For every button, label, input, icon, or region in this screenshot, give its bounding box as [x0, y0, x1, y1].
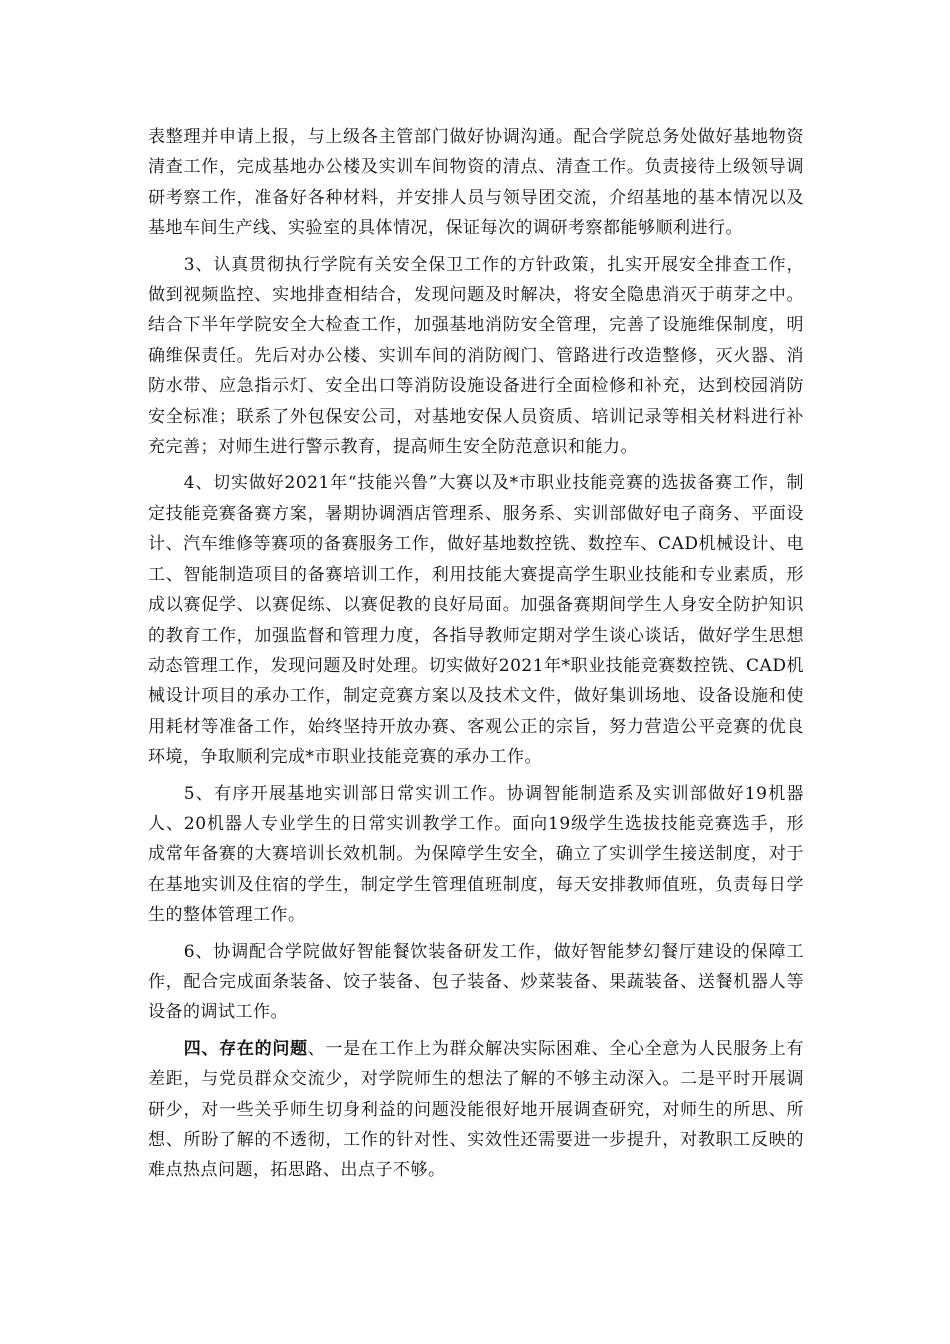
paragraph-text: 5、有序开展基地实训部日常实训工作。协调智能制造系及实训部做好19机器人、20机器人专业学生的日常实训教学工作。面向19级学生选拔技能竞赛选手，形成常年备赛的大赛培训长效机制。为保障学生安全，确立了实训学生接送制度，对于在基地实训及住宿的学生，制定学生管理值班制度，每天安排教师值班，负责每日学生的整体管理工作。: [148, 783, 804, 926]
paragraph-text: 6、协调配合学院做好智能餐饮装备研发工作，做好智能梦幻餐厅建设的保障工作，配合完成面条装备、饺子装备、包子装备、炒菜装备、果蔬装备、送餐机器人等设备的调试工作。: [148, 941, 804, 1023]
paragraph-item-5: [148, 779, 804, 931]
document-body: [148, 122, 804, 1192]
paragraph-continuation: [148, 122, 804, 244]
paragraph-item-4: [148, 468, 804, 772]
paragraph-item-3: [148, 250, 804, 463]
paragraph-text: 3、认真贯彻执行学院有关安全保卫工作的方针政策，扎实开展安全排查工作，做到视频监控、实地排查相结合，发现问题及时解决，将安全隐患消灭于萌芽之中。结合下半年学院安全大检查工作，加强基地消防安全管理，完善了设施维保制度，明确维保责任。先后对办公楼、实训车间的消防阀门、管路进行改造整修，灭火器、消防水带、应急指示灯、安全出口等消防设施设备进行全面检修和补充，达到校园消防安全标准；联系了外包保安公司，对基地安保人员资质、培训记录等相关材料进行补充完善；对师生进行警示教育，提高师生安全防范意识和能力。: [148, 254, 804, 458]
paragraph-text: 、一是在工作上为群众解决实际困难、全心全意为人民服务上有差距，与党员群众交流少，对学院师生的想法了解的不够主动深入。二是平时开展调研少，对一些关乎师生切身利益的问题没能很好地开展调查研究，对师生的所思、所想、所盼了解的不透彻，工作的针对性、实效性还需要进一步提升，对教职工反映的难点热点问题，拓思路、出点子不够。: [148, 1038, 804, 1181]
paragraph-item-6: [148, 937, 804, 1028]
paragraph-text: 4、切实做好2021年“技能兴鲁”大赛以及*市职业技能竞赛的选拔备赛工作，制定技能竞赛备赛方案，暑期协调酒店管理系、服务系、实训部做好电子商务、平面设计、汽车维修等赛项的备赛服务工作，做好基地数控铣、数控车、CAD机械设计、电工、智能制造项目的备赛培训工作，利用技能大赛提高学生职业技能和专业素质，形成以赛促学、以赛促练、以赛促教的良好局面。加强备赛期间学生人身安全防护知识的教育工作，加强监督和管理力度，各指导教师定期对学生谈心谈话，做好学生思想动态管理工作，发现问题及时处理。切实做好2021年*职业技能竞赛数控铣、CAD机械设计项目的承办工作，制定竞赛方案以及技术文件，做好集训场地、设备设施和使用耗材等准备工作，始终坚持开放办赛、客观公正的宗旨，努力营造公平竞赛的优良环境，争取顺利完成*市职业技能竞赛的承办工作。: [148, 473, 804, 768]
section-problems: [148, 1034, 804, 1186]
paragraph-text: 表整理并申请上报，与上级各主管部门做好协调沟通。配合学院总务处做好基地物资清查工作，完成基地办公楼及实训车间物资的清点、清查工作。负责接待上级领导调研考察工作，准备好各种材料，并安排人员与领导团交流，介绍基地的基本情况以及基地车间生产线、实验室的具体情况，保证每次的调研考察都能够顺利进行。: [148, 127, 804, 239]
section-heading: 四、存在的问题: [183, 1038, 308, 1059]
